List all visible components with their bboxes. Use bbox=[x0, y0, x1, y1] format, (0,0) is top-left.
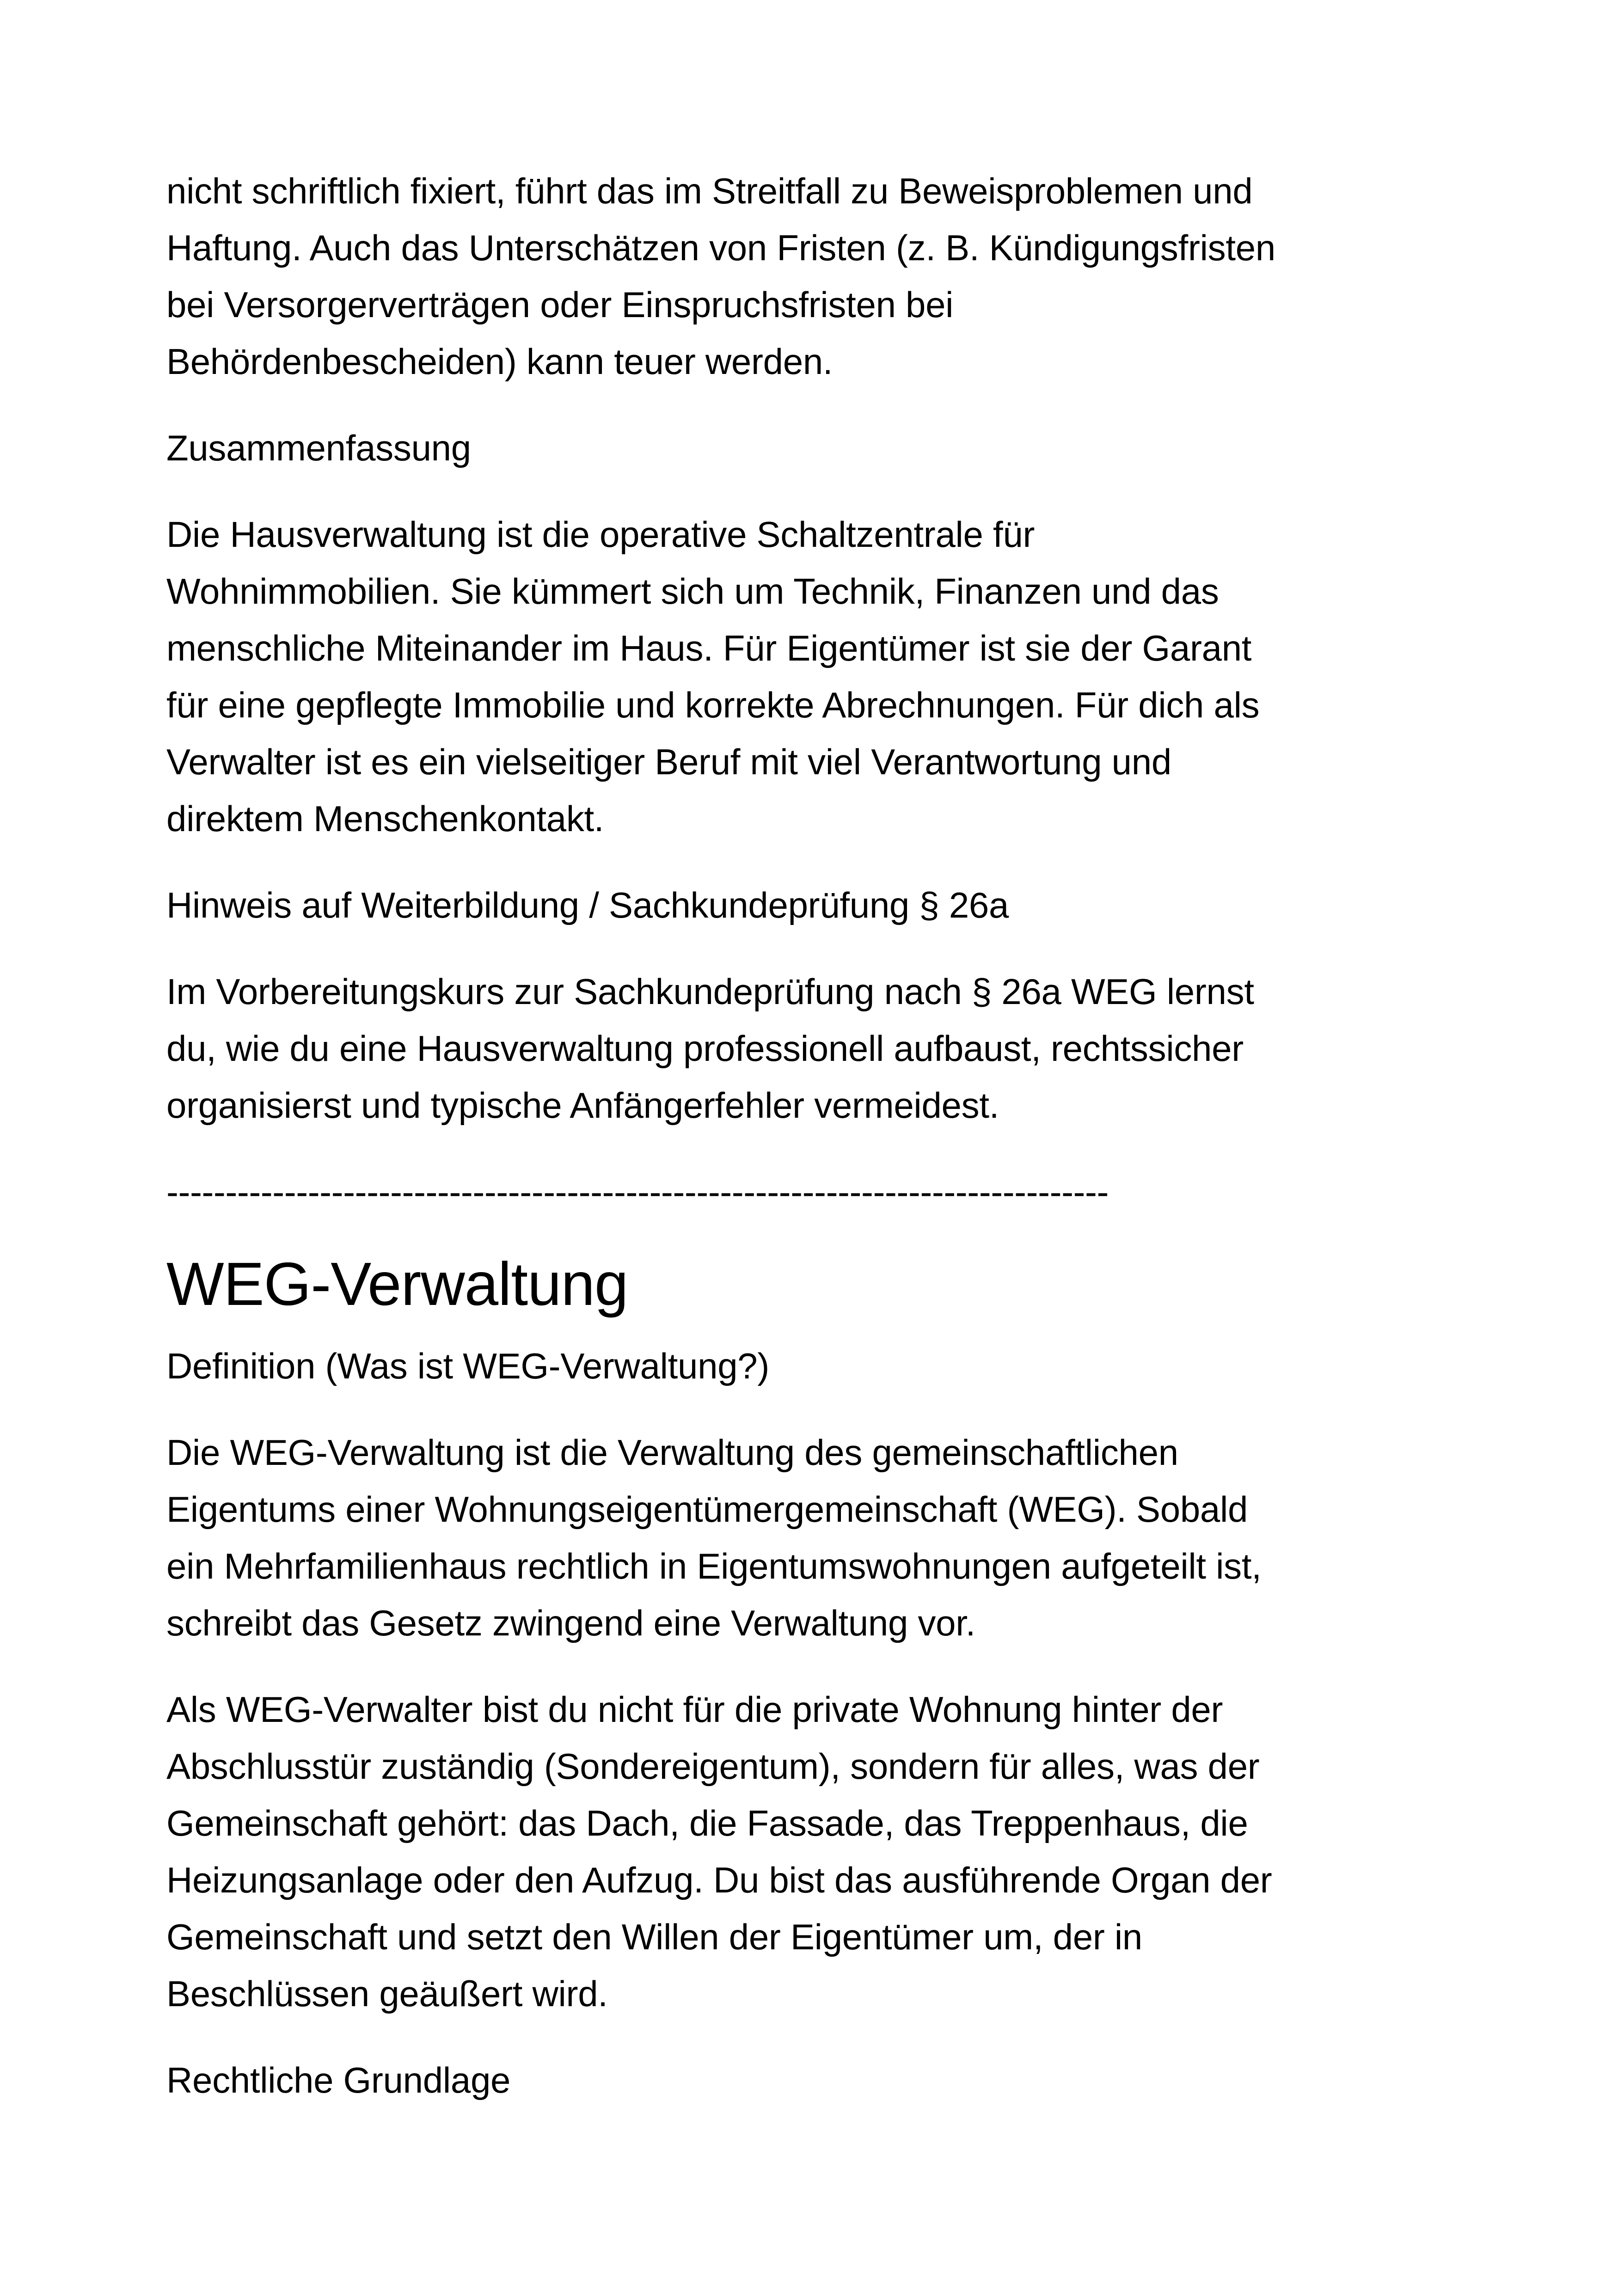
summary-paragraph bbox=[166, 506, 1452, 847]
text-line: Die Hausverwaltung ist die operative Schaltzentrale für bbox=[166, 514, 1035, 555]
spacer bbox=[166, 2022, 1452, 2052]
text-line: du, wie du eine Hausverwaltung professionell aufbaust, rechtssicher bbox=[166, 1028, 1244, 1069]
text-line: Heizungsanlage oder den Aufzug. Du bist das ausführende Organ der bbox=[166, 1860, 1272, 1900]
text-line: ein Mehrfamilienhaus rechtlich in Eigentumswohnungen aufgeteilt ist, bbox=[166, 1546, 1262, 1586]
definition-heading: Definition (Was ist WEG-Verwaltung?) bbox=[166, 1346, 770, 1386]
definition-paragraph bbox=[166, 1424, 1452, 1652]
spacer bbox=[166, 934, 1452, 963]
text-line: Im Vorbereitungskurs zur Sachkundeprüfung nach § 26a WEG lernst bbox=[166, 971, 1254, 1012]
text-line: Beschlüssen geäußert wird. bbox=[166, 1973, 608, 2014]
text-line: Wohnimmobilien. Sie kümmert sich um Technik, Finanzen und das bbox=[166, 571, 1219, 612]
spacer bbox=[166, 1134, 1452, 1163]
training-note-paragraph bbox=[166, 963, 1452, 1134]
spacer bbox=[166, 390, 1452, 420]
text-line: Haftung. Auch das Unterschätzen von Fristen (z. B. Kündigungsfristen bbox=[166, 227, 1275, 268]
training-note-heading: Hinweis auf Weiterbildung / Sachkundeprüfung § 26a bbox=[166, 885, 1009, 925]
text-line: Die WEG-Verwaltung ist die Verwaltung des gemeinschaftlichen bbox=[166, 1432, 1178, 1473]
section-title: WEG-Verwaltung bbox=[166, 1250, 628, 1318]
spacer bbox=[166, 1395, 1452, 1424]
text-line: Eigentums einer Wohnungseigentümergemeinschaft (WEG). Sobald bbox=[166, 1489, 1248, 1530]
spacer bbox=[166, 1220, 1452, 1247]
summary-heading: Zusammenfassung bbox=[166, 428, 471, 468]
text-line: Gemeinschaft gehört: das Dach, die Fassade, das Treppenhaus, die bbox=[166, 1803, 1248, 1843]
role-paragraph bbox=[166, 1681, 1452, 2022]
text-line: Verwalter ist es ein vielseitiger Beruf mit viel Verantwortung und bbox=[166, 741, 1171, 782]
spacer bbox=[166, 1652, 1452, 1681]
text-line: bei Versorgerverträgen oder Einspruchsfristen bei bbox=[166, 284, 954, 325]
intro-paragraph bbox=[166, 163, 1452, 390]
document-page bbox=[166, 163, 1452, 2109]
text-line: menschliche Miteinander im Haus. Für Eigentümer ist sie der Garant bbox=[166, 628, 1252, 668]
spacer bbox=[166, 1321, 1452, 1338]
text-line: Behördenbescheiden) kann teuer werden. bbox=[166, 341, 833, 382]
legal-basis-heading: Rechtliche Grundlage bbox=[166, 2060, 511, 2100]
text-line: Abschlusstür zuständig (Sondereigentum), sondern für alles, was der bbox=[166, 1746, 1260, 1787]
text-line: nicht schriftlich fixiert, führt das im Streitfall zu Beweisproblemen und bbox=[166, 171, 1253, 211]
spacer bbox=[166, 847, 1452, 877]
dashed-separator: -------------------------------------------------------------------------------- bbox=[166, 1171, 1109, 1212]
text-line: schreibt das Gesetz zwingend eine Verwaltung vor. bbox=[166, 1603, 975, 1643]
text-line: Gemeinschaft und setzt den Willen der Eigentümer um, der in bbox=[166, 1916, 1142, 1957]
text-line: Als WEG-Verwalter bist du nicht für die private Wohnung hinter der bbox=[166, 1689, 1223, 1730]
spacer bbox=[166, 477, 1452, 506]
text-line: direktem Menschenkontakt. bbox=[166, 798, 604, 839]
text-line: für eine gepflegte Immobilie und korrekte Abrechnungen. Für dich als bbox=[166, 685, 1260, 725]
text-line: organisierst und typische Anfängerfehler vermeidest. bbox=[166, 1085, 999, 1126]
